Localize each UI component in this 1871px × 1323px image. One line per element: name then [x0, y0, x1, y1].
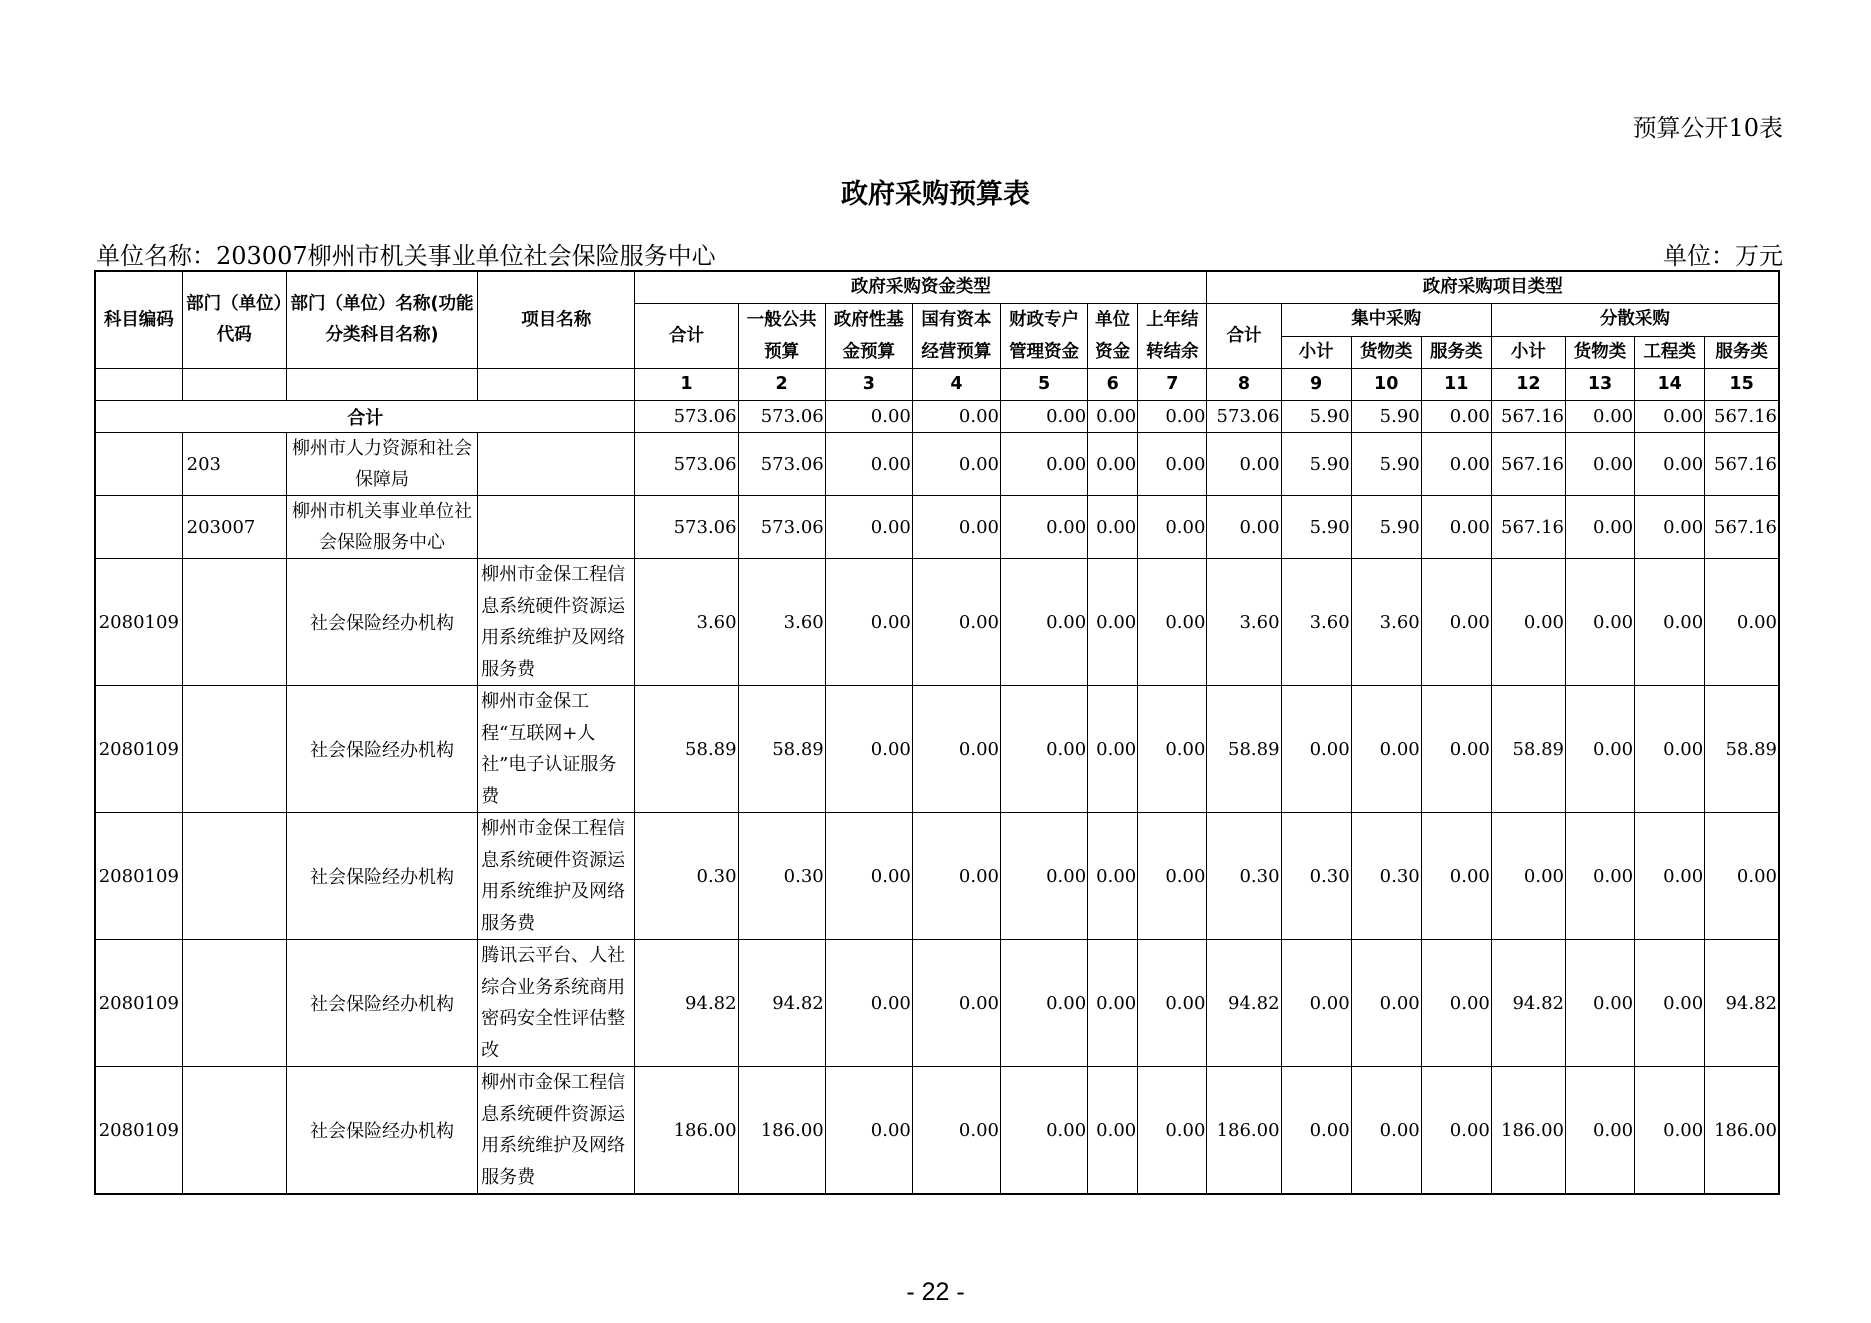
column-index-cell: 5	[1001, 369, 1088, 401]
value-cell: 0.00	[1635, 1067, 1705, 1195]
total-value-cell: 0.00	[1001, 401, 1088, 433]
value-cell: 0.30	[738, 813, 825, 940]
col-central-service: 服务类	[1421, 336, 1491, 369]
total-value-cell: 0.00	[1088, 401, 1138, 433]
value-cell: 0.00	[1001, 940, 1088, 1067]
column-index-cell: 7	[1138, 369, 1207, 401]
value-cell: 0.00	[1207, 433, 1281, 496]
value-cell: 0.00	[912, 813, 1000, 940]
value-cell: 0.00	[1281, 1067, 1351, 1195]
value-cell: 0.00	[1565, 940, 1634, 1067]
project-name-cell: 柳州市金保工程信息系统硬件资源运用系统维护及网络服务费	[478, 559, 635, 686]
col-subject-code: 科目编码	[95, 271, 182, 369]
value-cell: 186.00	[738, 1067, 825, 1195]
dept-code-cell	[182, 559, 286, 686]
value-cell: 0.00	[1088, 813, 1138, 940]
value-cell: 0.00	[825, 559, 912, 686]
total-value-cell: 0.00	[1565, 401, 1634, 433]
dept-name-cell: 社会保险经办机构	[286, 1067, 477, 1195]
value-cell: 58.89	[1207, 686, 1281, 813]
value-cell: 0.00	[912, 940, 1000, 1067]
subject-code-cell	[95, 496, 182, 559]
value-cell: 58.89	[738, 686, 825, 813]
value-cell: 0.00	[1088, 940, 1138, 1067]
value-cell: 567.16	[1491, 433, 1565, 496]
dept-name-cell: 社会保险经办机构	[286, 559, 477, 686]
value-cell: 5.90	[1281, 433, 1351, 496]
total-value-cell: 573.06	[738, 401, 825, 433]
value-cell: 0.00	[1705, 559, 1779, 686]
value-cell: 0.00	[1138, 813, 1207, 940]
value-cell: 567.16	[1491, 496, 1565, 559]
value-cell: 0.00	[1421, 433, 1491, 496]
value-cell: 0.00	[825, 686, 912, 813]
value-cell: 0.00	[1565, 433, 1634, 496]
value-cell: 0.00	[1088, 686, 1138, 813]
column-index-cell: 12	[1491, 369, 1565, 401]
value-cell: 3.60	[738, 559, 825, 686]
value-cell: 0.00	[1705, 813, 1779, 940]
value-cell: 94.82	[635, 940, 738, 1067]
col-general-budget: 一般公共预算	[738, 304, 825, 369]
value-cell: 3.60	[635, 559, 738, 686]
value-cell: 58.89	[1705, 686, 1779, 813]
value-cell: 0.00	[1138, 1067, 1207, 1195]
value-cell: 0.00	[1138, 433, 1207, 496]
column-index-cell: 14	[1635, 369, 1705, 401]
column-index-cell: 10	[1351, 369, 1421, 401]
value-cell: 94.82	[1491, 940, 1565, 1067]
value-cell: 0.00	[1138, 686, 1207, 813]
column-index-cell: 1	[635, 369, 738, 401]
value-cell: 0.00	[1491, 813, 1565, 940]
index-blank	[478, 369, 635, 401]
value-cell: 0.00	[1635, 433, 1705, 496]
value-cell: 5.90	[1351, 496, 1421, 559]
col-decentral-goods: 货物类	[1565, 336, 1634, 369]
value-cell: 0.30	[1351, 813, 1421, 940]
value-cell: 0.30	[1207, 813, 1281, 940]
group-central: 集中采购	[1281, 304, 1491, 337]
total-value-cell: 573.06	[1207, 401, 1281, 433]
value-cell: 0.00	[1421, 940, 1491, 1067]
group-fund-type: 政府采购资金类型	[635, 271, 1207, 304]
procurement-budget-table	[94, 270, 1780, 1195]
value-cell: 0.00	[912, 1067, 1000, 1195]
column-index-cell: 6	[1088, 369, 1138, 401]
dept-name-cell: 社会保险经办机构	[286, 940, 477, 1067]
table-row	[95, 813, 1779, 940]
value-cell: 0.00	[1351, 1067, 1421, 1195]
index-blank	[182, 369, 286, 401]
table-row	[95, 559, 1779, 686]
column-index-cell: 11	[1421, 369, 1491, 401]
value-cell: 186.00	[1491, 1067, 1565, 1195]
dept-code-cell	[182, 940, 286, 1067]
project-name-cell: 柳州市金保工程信息系统硬件资源运用系统维护及网络服务费	[478, 1067, 635, 1195]
value-cell: 0.00	[1635, 813, 1705, 940]
col-central-subtotal: 小计	[1281, 336, 1351, 369]
dept-name-cell: 社会保险经办机构	[286, 686, 477, 813]
value-cell: 0.00	[1088, 496, 1138, 559]
project-name-cell	[478, 433, 635, 496]
value-cell: 0.00	[1565, 496, 1634, 559]
value-cell: 0.30	[1281, 813, 1351, 940]
col-total-2: 合计	[1207, 304, 1281, 369]
value-cell: 94.82	[1705, 940, 1779, 1067]
value-cell: 0.00	[1088, 433, 1138, 496]
value-cell: 94.82	[738, 940, 825, 1067]
subject-code-cell: 2080109	[95, 813, 182, 940]
col-project-name: 项目名称	[478, 271, 635, 369]
value-cell: 0.00	[1138, 496, 1207, 559]
total-value-cell: 5.90	[1351, 401, 1421, 433]
value-cell: 0.00	[1281, 940, 1351, 1067]
column-index-cell: 2	[738, 369, 825, 401]
dept-name-cell: 社会保险经办机构	[286, 813, 477, 940]
total-label: 合计	[95, 401, 635, 433]
value-cell: 0.00	[1138, 559, 1207, 686]
col-unit-fund: 单位资金	[1088, 304, 1138, 369]
value-cell: 58.89	[1491, 686, 1565, 813]
total-row	[95, 401, 1779, 433]
dept-code-cell	[182, 686, 286, 813]
value-cell: 186.00	[1705, 1067, 1779, 1195]
col-total: 合计	[635, 304, 738, 369]
col-carryover: 上年结转结余	[1138, 304, 1207, 369]
table-row	[95, 496, 1779, 559]
value-cell: 0.00	[1421, 1067, 1491, 1195]
table-row	[95, 940, 1779, 1067]
value-cell: 5.90	[1281, 496, 1351, 559]
value-cell: 0.00	[1421, 813, 1491, 940]
value-cell: 0.00	[1421, 559, 1491, 686]
subject-code-cell: 2080109	[95, 1067, 182, 1195]
total-value-cell: 5.90	[1281, 401, 1351, 433]
column-index-row	[95, 369, 1779, 401]
subject-code-cell: 2080109	[95, 940, 182, 1067]
col-decentral-engineering: 工程类	[1635, 336, 1705, 369]
dept-name-cell: 柳州市人力资源和社会保障局	[286, 433, 477, 496]
value-cell: 0.00	[1138, 940, 1207, 1067]
value-cell: 3.60	[1207, 559, 1281, 686]
total-value-cell: 0.00	[825, 401, 912, 433]
col-dept-code: 部门（单位）代码	[182, 271, 286, 369]
value-cell: 3.60	[1351, 559, 1421, 686]
col-fiscal-special: 财政专户管理资金	[1001, 304, 1088, 369]
value-cell: 573.06	[738, 496, 825, 559]
col-dept-name: 部门（单位）名称(功能分类科目名称)	[286, 271, 477, 369]
value-cell: 573.06	[635, 496, 738, 559]
total-value-cell: 0.00	[1421, 401, 1491, 433]
total-value-cell: 0.00	[1138, 401, 1207, 433]
group-decentral: 分散采购	[1491, 304, 1779, 337]
value-cell: 0.00	[912, 433, 1000, 496]
col-state-capital: 国有资本经营预算	[912, 304, 1000, 369]
value-cell: 0.00	[1421, 496, 1491, 559]
subject-code-cell: 2080109	[95, 559, 182, 686]
column-index-cell: 9	[1281, 369, 1351, 401]
col-decentral-subtotal: 小计	[1491, 336, 1565, 369]
value-cell: 567.16	[1705, 496, 1779, 559]
table-row	[95, 433, 1779, 496]
total-value-cell: 0.00	[912, 401, 1000, 433]
dept-code-cell: 203007	[182, 496, 286, 559]
value-cell: 0.00	[1001, 433, 1088, 496]
value-cell: 0.00	[1088, 1067, 1138, 1195]
value-cell: 0.00	[1635, 496, 1705, 559]
value-cell: 0.00	[825, 433, 912, 496]
column-index-cell: 3	[825, 369, 912, 401]
value-cell: 186.00	[635, 1067, 738, 1195]
total-value-cell: 567.16	[1491, 401, 1565, 433]
value-cell: 0.00	[1001, 559, 1088, 686]
project-name-cell: 柳州市金保工程“互联网+人社”电子认证服务费	[478, 686, 635, 813]
value-cell: 0.00	[1001, 1067, 1088, 1195]
dept-code-cell: 203	[182, 433, 286, 496]
unit-name: 单位名称：203007柳州市机关事业单位社会保险服务中心	[96, 242, 716, 270]
value-cell: 0.00	[1491, 559, 1565, 686]
value-cell: 0.00	[825, 813, 912, 940]
column-index-cell: 13	[1565, 369, 1634, 401]
col-decentral-service: 服务类	[1705, 336, 1779, 369]
total-value-cell: 573.06	[635, 401, 738, 433]
value-cell: 0.00	[1351, 686, 1421, 813]
project-name-cell: 柳州市金保工程信息系统硬件资源运用系统维护及网络服务费	[478, 813, 635, 940]
value-cell: 0.00	[1565, 686, 1634, 813]
value-cell: 567.16	[1705, 433, 1779, 496]
value-cell: 5.90	[1351, 433, 1421, 496]
value-cell: 186.00	[1207, 1067, 1281, 1195]
value-cell: 0.00	[912, 686, 1000, 813]
value-cell: 0.00	[825, 496, 912, 559]
value-cell: 0.00	[1281, 686, 1351, 813]
value-cell: 0.00	[1635, 686, 1705, 813]
index-blank	[95, 369, 182, 401]
value-cell: 0.00	[825, 940, 912, 1067]
value-cell: 0.00	[1001, 496, 1088, 559]
column-index-cell: 8	[1207, 369, 1281, 401]
value-cell: 0.00	[1565, 1067, 1634, 1195]
group-project-type: 政府采购项目类型	[1207, 271, 1779, 304]
value-cell: 0.00	[1001, 686, 1088, 813]
value-cell: 0.00	[825, 1067, 912, 1195]
value-cell: 0.00	[912, 559, 1000, 686]
page-number: - 22 -	[906, 1278, 965, 1306]
total-value-cell: 0.00	[1635, 401, 1705, 433]
index-blank	[286, 369, 477, 401]
value-cell: 0.00	[1565, 559, 1634, 686]
value-cell: 0.00	[1421, 686, 1491, 813]
subject-code-cell	[95, 433, 182, 496]
dept-code-cell	[182, 1067, 286, 1195]
value-cell: 3.60	[1281, 559, 1351, 686]
project-name-cell: 腾讯云平台、人社综合业务系统商用密码安全性评估整改	[478, 940, 635, 1067]
subject-code-cell: 2080109	[95, 686, 182, 813]
value-cell: 573.06	[738, 433, 825, 496]
project-name-cell	[478, 496, 635, 559]
value-cell: 0.00	[1635, 559, 1705, 686]
value-cell: 0.00	[912, 496, 1000, 559]
column-index-cell: 4	[912, 369, 1000, 401]
col-central-goods: 货物类	[1351, 336, 1421, 369]
value-cell: 94.82	[1207, 940, 1281, 1067]
dept-name-cell: 柳州市机关事业单位社会保险服务中心	[286, 496, 477, 559]
column-index-cell: 15	[1705, 369, 1779, 401]
value-cell: 0.30	[635, 813, 738, 940]
value-cell: 0.00	[1635, 940, 1705, 1067]
value-cell: 58.89	[635, 686, 738, 813]
page-title: 政府采购预算表	[841, 179, 1030, 210]
value-cell: 573.06	[635, 433, 738, 496]
table-number: 预算公开10表	[1632, 114, 1783, 142]
value-cell: 0.00	[1565, 813, 1634, 940]
table-row	[95, 1067, 1779, 1195]
table-row	[95, 686, 1779, 813]
value-cell: 0.00	[1001, 813, 1088, 940]
value-cell: 0.00	[1088, 559, 1138, 686]
col-gov-fund: 政府性基金预算	[825, 304, 912, 369]
value-cell: 0.00	[1351, 940, 1421, 1067]
total-value-cell: 567.16	[1705, 401, 1779, 433]
dept-code-cell	[182, 813, 286, 940]
value-cell: 0.00	[1207, 496, 1281, 559]
money-unit: 单位：万元	[1663, 242, 1783, 270]
